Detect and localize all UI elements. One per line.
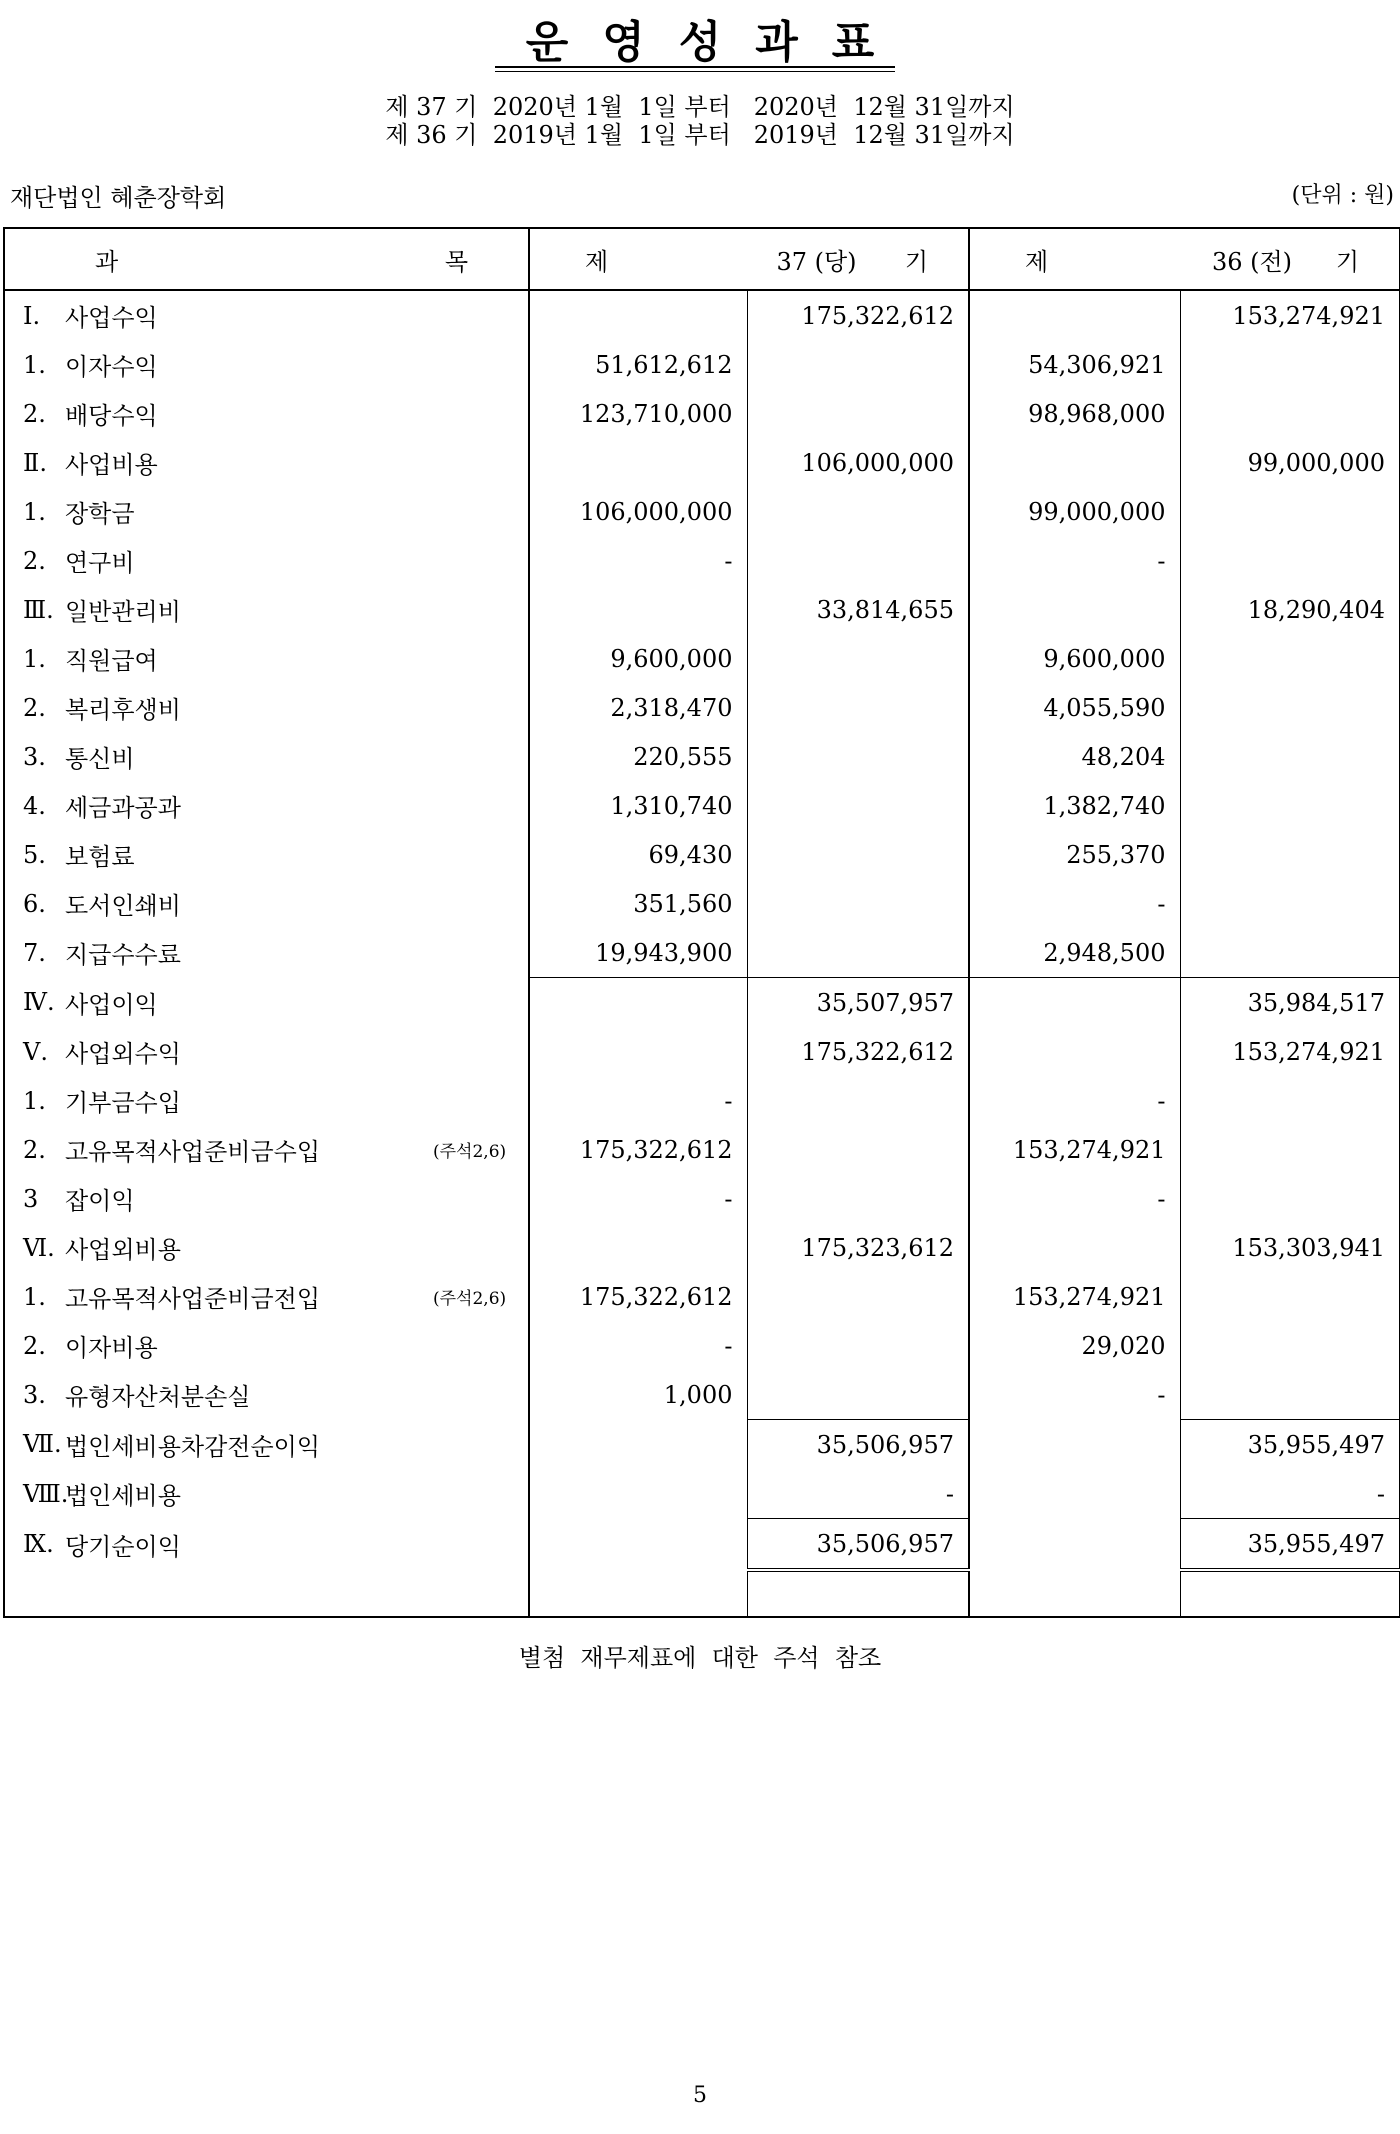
header-item bbox=[4, 228, 529, 290]
row-number: 2. bbox=[23, 399, 46, 428]
cell-current-total bbox=[747, 1076, 969, 1125]
cell-current-total: 175,322,612 bbox=[747, 1027, 969, 1076]
cell-current-detail: 69,430 bbox=[529, 830, 747, 879]
cell-previous-total bbox=[1180, 389, 1400, 438]
cell-current-total bbox=[747, 634, 969, 683]
table-row bbox=[4, 389, 1400, 438]
header-current-a: 제 bbox=[585, 247, 609, 276]
row-number: Ⅶ. bbox=[23, 1430, 62, 1459]
table-row bbox=[4, 438, 1400, 487]
cell-previous-total bbox=[1180, 928, 1400, 978]
table-row bbox=[4, 1076, 1400, 1125]
row-label: 보험료 bbox=[65, 843, 135, 871]
row-item bbox=[4, 1027, 529, 1076]
period-current: 제 37 기 2020년 1월 1일 부터 2020년 12월 31일까지 bbox=[385, 93, 1015, 121]
row-item bbox=[4, 389, 529, 438]
cell-current-total bbox=[747, 1125, 969, 1174]
cell-previous-total: 18,290,404 bbox=[1247, 595, 1385, 624]
table-row bbox=[4, 634, 1400, 683]
row-item bbox=[4, 487, 529, 536]
cell-previous-detail: 4,055,590 bbox=[969, 683, 1180, 732]
cell-current-detail: 106,000,000 bbox=[529, 487, 747, 536]
cell-previous-detail: 99,000,000 bbox=[969, 487, 1180, 536]
row-item bbox=[4, 438, 529, 487]
table-row bbox=[4, 1420, 1400, 1470]
cell-current-total bbox=[747, 536, 969, 585]
row-item bbox=[4, 1519, 529, 1571]
row-label: 사업비용 bbox=[65, 451, 158, 479]
cell-previous-total bbox=[1180, 1272, 1400, 1321]
closing-a bbox=[529, 1570, 747, 1617]
row-item bbox=[4, 536, 529, 585]
row-number: Ⅰ. bbox=[23, 301, 41, 330]
cell-current-total: 175,322,612 bbox=[747, 290, 969, 340]
row-item bbox=[4, 1321, 529, 1370]
row-number: Ⅱ. bbox=[23, 448, 47, 477]
table-closing-row bbox=[4, 1570, 1400, 1617]
row-number: Ⅲ. bbox=[23, 595, 54, 624]
cell-current-detail: 175,322,612 bbox=[529, 1125, 747, 1174]
cell-previous-detail: 29,020 bbox=[969, 1321, 1180, 1370]
row-number: 1. bbox=[23, 497, 46, 526]
row-item bbox=[4, 1174, 529, 1223]
cell-current-detail bbox=[529, 1027, 747, 1076]
cell-previous-total bbox=[1180, 830, 1400, 879]
cell-current-total: 33,814,655 bbox=[747, 585, 969, 634]
row-label: 도서인쇄비 bbox=[65, 892, 181, 920]
header-current-period bbox=[529, 228, 969, 290]
row-item bbox=[4, 1272, 529, 1321]
cell-current-detail bbox=[529, 585, 747, 634]
table-row bbox=[4, 1370, 1400, 1420]
cell-previous-detail bbox=[969, 978, 1180, 1028]
cell-previous-total: - bbox=[1376, 1479, 1385, 1508]
cell-current-detail: - bbox=[529, 536, 747, 585]
table-row bbox=[4, 1519, 1400, 1571]
closing-double-rule-previous bbox=[1180, 1570, 1400, 1617]
row-label: 사업외비용 bbox=[65, 1236, 181, 1264]
cell-current-detail: 19,943,900 bbox=[529, 928, 747, 978]
row-label: 기부금수입 bbox=[65, 1089, 181, 1117]
row-label: 사업수익 bbox=[65, 304, 158, 332]
cell-current-total bbox=[747, 781, 969, 830]
cell-previous-detail: - bbox=[969, 1076, 1180, 1125]
row-number: Ⅳ. bbox=[23, 988, 55, 1017]
title-underline bbox=[495, 66, 895, 68]
row-label: 지급수수료 bbox=[65, 941, 181, 970]
row-number: 2. bbox=[23, 1331, 46, 1360]
row-item bbox=[4, 781, 529, 830]
cell-previous-total: 153,274,921 bbox=[1232, 301, 1385, 330]
header-current-b: 37 (당) bbox=[776, 247, 857, 276]
cell-current-total bbox=[747, 1321, 969, 1370]
row-label: 연구비 bbox=[65, 549, 135, 577]
cell-previous-total bbox=[1180, 536, 1400, 585]
unit-label: (단위 : 원) bbox=[1291, 183, 1394, 208]
cell-current-detail: 9,600,000 bbox=[529, 634, 747, 683]
cell-current-detail bbox=[529, 438, 747, 487]
cell-previous-detail: - bbox=[969, 1174, 1180, 1223]
table-row bbox=[4, 536, 1400, 585]
row-number: 2. bbox=[23, 1135, 46, 1164]
footnote: 별첨 재무제표에 대한 주석 참조 bbox=[518, 1644, 882, 1672]
row-number: 3. bbox=[23, 1380, 46, 1409]
row-number: 3. bbox=[23, 742, 46, 771]
cell-previous-total bbox=[1180, 634, 1400, 683]
row-item bbox=[4, 585, 529, 634]
row-label: 고유목적사업준비금수입 bbox=[65, 1138, 321, 1166]
row-label: 장학금 bbox=[65, 500, 135, 528]
table-row bbox=[4, 1469, 1400, 1519]
row-label: 당기순이익 bbox=[65, 1532, 181, 1561]
cell-current-total: 35,507,957 bbox=[747, 978, 969, 1028]
cell-previous-total bbox=[1180, 1125, 1400, 1174]
row-item bbox=[4, 1125, 529, 1174]
header-previous-a: 제 bbox=[1025, 247, 1049, 276]
cell-current-detail bbox=[529, 1519, 747, 1571]
cell-previous-total: 153,274,921 bbox=[1232, 1037, 1385, 1066]
row-item bbox=[4, 830, 529, 879]
row-item bbox=[4, 683, 529, 732]
cell-current-detail bbox=[529, 1469, 747, 1519]
cell-previous-detail: - bbox=[969, 879, 1180, 928]
cell-previous-detail: 48,204 bbox=[969, 732, 1180, 781]
row-number: 5. bbox=[23, 840, 46, 869]
organization-name: 재단법인 혜춘장학회 bbox=[10, 184, 227, 212]
row-label: 법인세비용 bbox=[65, 1482, 181, 1511]
cell-previous-total: 99,000,000 bbox=[1247, 448, 1385, 477]
cell-current-detail bbox=[529, 1420, 747, 1470]
cell-previous-total: 35,955,497 bbox=[1180, 1519, 1400, 1571]
row-number: 1. bbox=[23, 350, 46, 379]
row-item bbox=[4, 732, 529, 781]
table-row bbox=[4, 290, 1400, 340]
row-number: 3 bbox=[23, 1184, 39, 1213]
cell-current-detail: 1,310,740 bbox=[529, 781, 747, 830]
cell-previous-detail: 255,370 bbox=[969, 830, 1180, 879]
row-label: 직원급여 bbox=[65, 647, 158, 675]
closing-item bbox=[4, 1570, 529, 1617]
title-block bbox=[0, 6, 1400, 80]
row-item bbox=[4, 1223, 529, 1272]
cell-current-detail: 220,555 bbox=[529, 732, 747, 781]
row-label: 일반관리비 bbox=[65, 598, 181, 626]
cell-previous-total bbox=[1180, 487, 1400, 536]
cell-current-total bbox=[747, 879, 969, 928]
row-label: 사업외수익 bbox=[65, 1040, 181, 1068]
page-title: 운영성과표 bbox=[525, 17, 909, 68]
row-number: 2. bbox=[23, 693, 46, 722]
cell-previous-total: 153,303,941 bbox=[1232, 1233, 1385, 1262]
table-body bbox=[4, 290, 1400, 1617]
cell-previous-detail: 98,968,000 bbox=[969, 389, 1180, 438]
row-label: 사업이익 bbox=[65, 990, 158, 1019]
cell-previous-total: 35,984,517 bbox=[1180, 978, 1400, 1028]
cell-current-total bbox=[747, 1174, 969, 1223]
row-item bbox=[4, 928, 529, 978]
row-number: 7. bbox=[23, 938, 46, 967]
cell-previous-total bbox=[1180, 1321, 1400, 1370]
row-label: 이자수익 bbox=[65, 353, 158, 381]
cell-current-total bbox=[747, 487, 969, 536]
cell-previous-detail bbox=[969, 585, 1180, 634]
cell-current-total bbox=[747, 340, 969, 389]
cell-current-detail: - bbox=[529, 1321, 747, 1370]
cell-current-detail bbox=[529, 290, 747, 340]
closing-double-rule-current bbox=[747, 1570, 969, 1617]
table-row bbox=[4, 978, 1400, 1028]
row-item bbox=[4, 1420, 529, 1470]
income-statement-table bbox=[3, 227, 1400, 1618]
cell-previous-total bbox=[1180, 879, 1400, 928]
table-row bbox=[4, 585, 1400, 634]
cell-current-total bbox=[747, 683, 969, 732]
closing-c bbox=[969, 1570, 1180, 1617]
table-row bbox=[4, 928, 1400, 978]
cell-previous-detail bbox=[969, 1519, 1180, 1571]
cell-previous-detail bbox=[969, 1469, 1180, 1519]
cell-previous-total bbox=[1180, 1174, 1400, 1223]
cell-previous-total bbox=[1180, 781, 1400, 830]
row-item bbox=[4, 290, 529, 340]
table-row bbox=[4, 732, 1400, 781]
row-label: 잡이익 bbox=[65, 1187, 135, 1215]
cell-previous-total bbox=[1180, 732, 1400, 781]
cell-current-detail: 175,322,612 bbox=[529, 1272, 747, 1321]
cell-previous-detail: 153,274,921 bbox=[969, 1272, 1180, 1321]
cell-current-detail: 2,318,470 bbox=[529, 683, 747, 732]
table-row bbox=[4, 487, 1400, 536]
cell-current-detail: 51,612,612 bbox=[529, 340, 747, 389]
cell-previous-detail: 2,948,500 bbox=[969, 928, 1180, 978]
row-item bbox=[4, 1469, 529, 1519]
header-item-b: 목 bbox=[444, 247, 468, 276]
cell-previous-detail: - bbox=[969, 1370, 1180, 1420]
header-previous-c: 기 bbox=[1335, 247, 1359, 276]
row-number: Ⅸ. bbox=[23, 1530, 54, 1559]
cell-previous-detail bbox=[969, 1027, 1180, 1076]
cell-current-detail: 351,560 bbox=[529, 879, 747, 928]
cell-current-total bbox=[747, 1370, 969, 1420]
header-current-c: 기 bbox=[904, 247, 928, 276]
cell-previous-detail: 1,382,740 bbox=[969, 781, 1180, 830]
cell-current-detail: 123,710,000 bbox=[529, 389, 747, 438]
header-previous-b: 36 (전) bbox=[1211, 247, 1293, 276]
cell-current-total: 35,506,957 bbox=[747, 1519, 969, 1571]
table-row bbox=[4, 1321, 1400, 1370]
row-label: 고유목적사업준비금전입 bbox=[65, 1285, 321, 1313]
cell-current-detail: - bbox=[529, 1174, 747, 1223]
cell-current-total: 175,323,612 bbox=[747, 1223, 969, 1272]
row-number: Ⅷ. bbox=[23, 1479, 69, 1508]
cell-current-total: - bbox=[747, 1469, 969, 1519]
header-previous-period bbox=[969, 228, 1400, 290]
cell-previous-total bbox=[1180, 340, 1400, 389]
row-number: Ⅴ. bbox=[23, 1037, 48, 1066]
cell-current-detail bbox=[529, 1223, 747, 1272]
row-item bbox=[4, 340, 529, 389]
table-row bbox=[4, 1223, 1400, 1272]
cell-previous-detail: 54,306,921 bbox=[969, 340, 1180, 389]
table-row bbox=[4, 340, 1400, 389]
cell-previous-detail bbox=[969, 1420, 1180, 1470]
header-item-a: 과 bbox=[95, 247, 119, 276]
row-number: 2. bbox=[23, 546, 46, 575]
cell-current-total bbox=[747, 928, 969, 978]
row-note: (주석2,6) bbox=[433, 1289, 507, 1309]
period-previous: 제 36 기 2019년 1월 1일 부터 2019년 12월 31일까지 bbox=[385, 121, 1015, 149]
cell-current-total: 106,000,000 bbox=[747, 438, 969, 487]
table-row bbox=[4, 1272, 1400, 1321]
cell-previous-detail bbox=[969, 438, 1180, 487]
row-item bbox=[4, 879, 529, 928]
row-label: 이자비용 bbox=[65, 1334, 158, 1362]
row-number: 6. bbox=[23, 889, 46, 918]
table-row bbox=[4, 879, 1400, 928]
table-row bbox=[4, 781, 1400, 830]
row-item bbox=[4, 634, 529, 683]
row-label: 법인세비용차감전순이익 bbox=[65, 1432, 321, 1461]
cell-current-total bbox=[747, 1272, 969, 1321]
table-row bbox=[4, 1174, 1400, 1223]
row-label: 유형자산처분손실 bbox=[65, 1383, 251, 1412]
row-label: 세금과공과 bbox=[65, 794, 181, 822]
row-item bbox=[4, 1076, 529, 1125]
row-number: 4. bbox=[23, 791, 46, 820]
row-label: 배당수익 bbox=[65, 402, 158, 430]
cell-previous-total bbox=[1180, 1076, 1400, 1125]
cell-current-detail: - bbox=[529, 1076, 747, 1125]
cell-previous-total bbox=[1180, 1370, 1400, 1420]
table-row bbox=[4, 683, 1400, 732]
cell-current-detail: 1,000 bbox=[529, 1370, 747, 1420]
cell-current-total bbox=[747, 830, 969, 879]
table-header-row bbox=[4, 228, 1400, 290]
row-number: 1. bbox=[23, 1086, 46, 1115]
table-row bbox=[4, 1027, 1400, 1076]
cell-current-total: 35,506,957 bbox=[747, 1420, 969, 1470]
cell-previous-detail: 153,274,921 bbox=[969, 1125, 1180, 1174]
cell-current-detail bbox=[529, 978, 747, 1028]
cell-previous-detail: 9,600,000 bbox=[969, 634, 1180, 683]
cell-current-total bbox=[747, 389, 969, 438]
row-number: 1. bbox=[23, 1282, 46, 1311]
cell-previous-total bbox=[1180, 683, 1400, 732]
row-label: 복리후생비 bbox=[65, 696, 181, 724]
cell-previous-total: 35,955,497 bbox=[1180, 1420, 1400, 1470]
row-number: Ⅵ. bbox=[23, 1233, 55, 1262]
cell-current-total bbox=[747, 732, 969, 781]
table-row bbox=[4, 1125, 1400, 1174]
row-number: 1. bbox=[23, 644, 46, 673]
table-row bbox=[4, 830, 1400, 879]
row-item bbox=[4, 978, 529, 1028]
row-label: 통신비 bbox=[65, 745, 135, 773]
page-number: 5 bbox=[693, 2083, 707, 2108]
cell-previous-detail: - bbox=[969, 536, 1180, 585]
row-note: (주석2,6) bbox=[433, 1142, 507, 1162]
row-item bbox=[4, 1370, 529, 1420]
title-underline-second bbox=[495, 71, 895, 72]
cell-previous-detail bbox=[969, 1223, 1180, 1272]
cell-previous-detail bbox=[969, 290, 1180, 340]
